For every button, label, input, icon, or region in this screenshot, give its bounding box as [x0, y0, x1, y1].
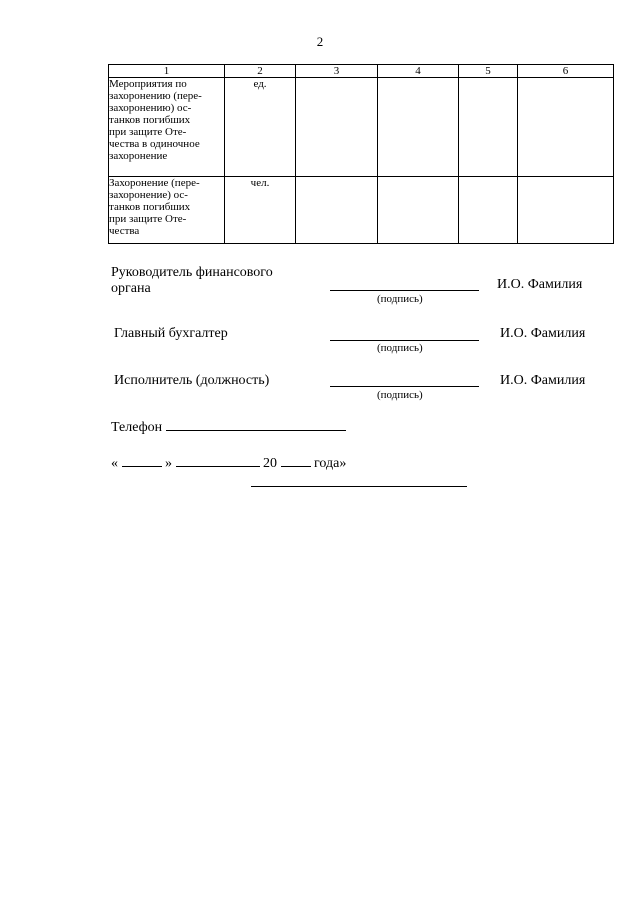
signature-label-line: Исполнитель (должность) [114, 373, 270, 388]
date-day-field[interactable] [122, 454, 162, 467]
row-name-line: чества в одиночное [109, 138, 200, 150]
row-name-line: захоронению) ос- [109, 102, 192, 114]
date-year-suffix: года» [314, 456, 347, 471]
signature-line[interactable] [330, 290, 479, 291]
value-cell[interactable] [378, 177, 459, 244]
signature-name: И.О. Фамилия [500, 326, 586, 341]
signature-caption: (подпись) [377, 293, 423, 305]
phone-label: Телефон [111, 420, 163, 435]
date-month-field[interactable] [176, 454, 260, 467]
column-header: 3 [296, 65, 378, 78]
row-name-cell [109, 78, 225, 177]
date-close-quote: » [165, 456, 172, 471]
signature-label [114, 373, 269, 389]
signature-label-line: Руководитель финансового [111, 265, 273, 280]
signature-block-head [0, 265, 640, 305]
value-cell[interactable] [296, 177, 378, 244]
report-table [108, 64, 614, 244]
value-cell[interactable] [378, 78, 459, 177]
table-header-row [109, 65, 614, 78]
bottom-underline[interactable] [251, 486, 467, 487]
signature-line[interactable] [330, 386, 479, 387]
signature-label-line: органа [111, 281, 151, 296]
signature-name: И.О. Фамилия [497, 277, 583, 292]
row-name-line: танков погибших [109, 114, 191, 126]
row-name-line: захоронение [109, 150, 168, 162]
unit-cell: ед. [225, 78, 296, 177]
column-header: 4 [378, 65, 459, 78]
column-header: 1 [109, 65, 225, 78]
column-header: 2 [225, 65, 296, 78]
row-name-line: захоронению (пере- [109, 90, 202, 102]
unit-cell: чел. [225, 177, 296, 244]
row-name-line: при защите Оте- [109, 213, 187, 225]
signature-label-line: Главный бухгалтер [114, 326, 228, 341]
signature-label [114, 326, 228, 342]
row-name-line: при защите Оте- [109, 126, 187, 138]
table-row [109, 177, 614, 244]
table-row [109, 78, 614, 177]
signature-name: И.О. Фамилия [500, 373, 586, 388]
phone-row [111, 418, 346, 436]
row-name-cell [109, 177, 225, 244]
value-cell[interactable] [518, 177, 614, 244]
signature-label [111, 265, 273, 297]
date-row [111, 454, 346, 472]
signature-block-executor [0, 373, 640, 413]
value-cell[interactable] [518, 78, 614, 177]
signature-line[interactable] [330, 340, 479, 341]
phone-field[interactable] [166, 418, 346, 431]
signature-block-accountant [0, 326, 640, 366]
date-year-field[interactable] [281, 454, 311, 467]
row-name-line: Мероприятия по [109, 78, 187, 90]
column-header: 5 [459, 65, 518, 78]
row-name-line: танков погибших [109, 201, 191, 213]
row-name-line: Захоронение (пере- [109, 177, 200, 189]
value-cell[interactable] [296, 78, 378, 177]
column-header: 6 [518, 65, 614, 78]
signature-caption: (подпись) [377, 342, 423, 354]
signature-caption: (подпись) [377, 389, 423, 401]
value-cell[interactable] [459, 177, 518, 244]
row-name-line: чества [109, 225, 140, 237]
date-year-prefix: 20 [263, 456, 277, 471]
page-number: 2 [316, 34, 324, 49]
date-open-quote: « [111, 456, 118, 471]
value-cell[interactable] [459, 78, 518, 177]
row-name-line: захоронение) ос- [109, 189, 188, 201]
